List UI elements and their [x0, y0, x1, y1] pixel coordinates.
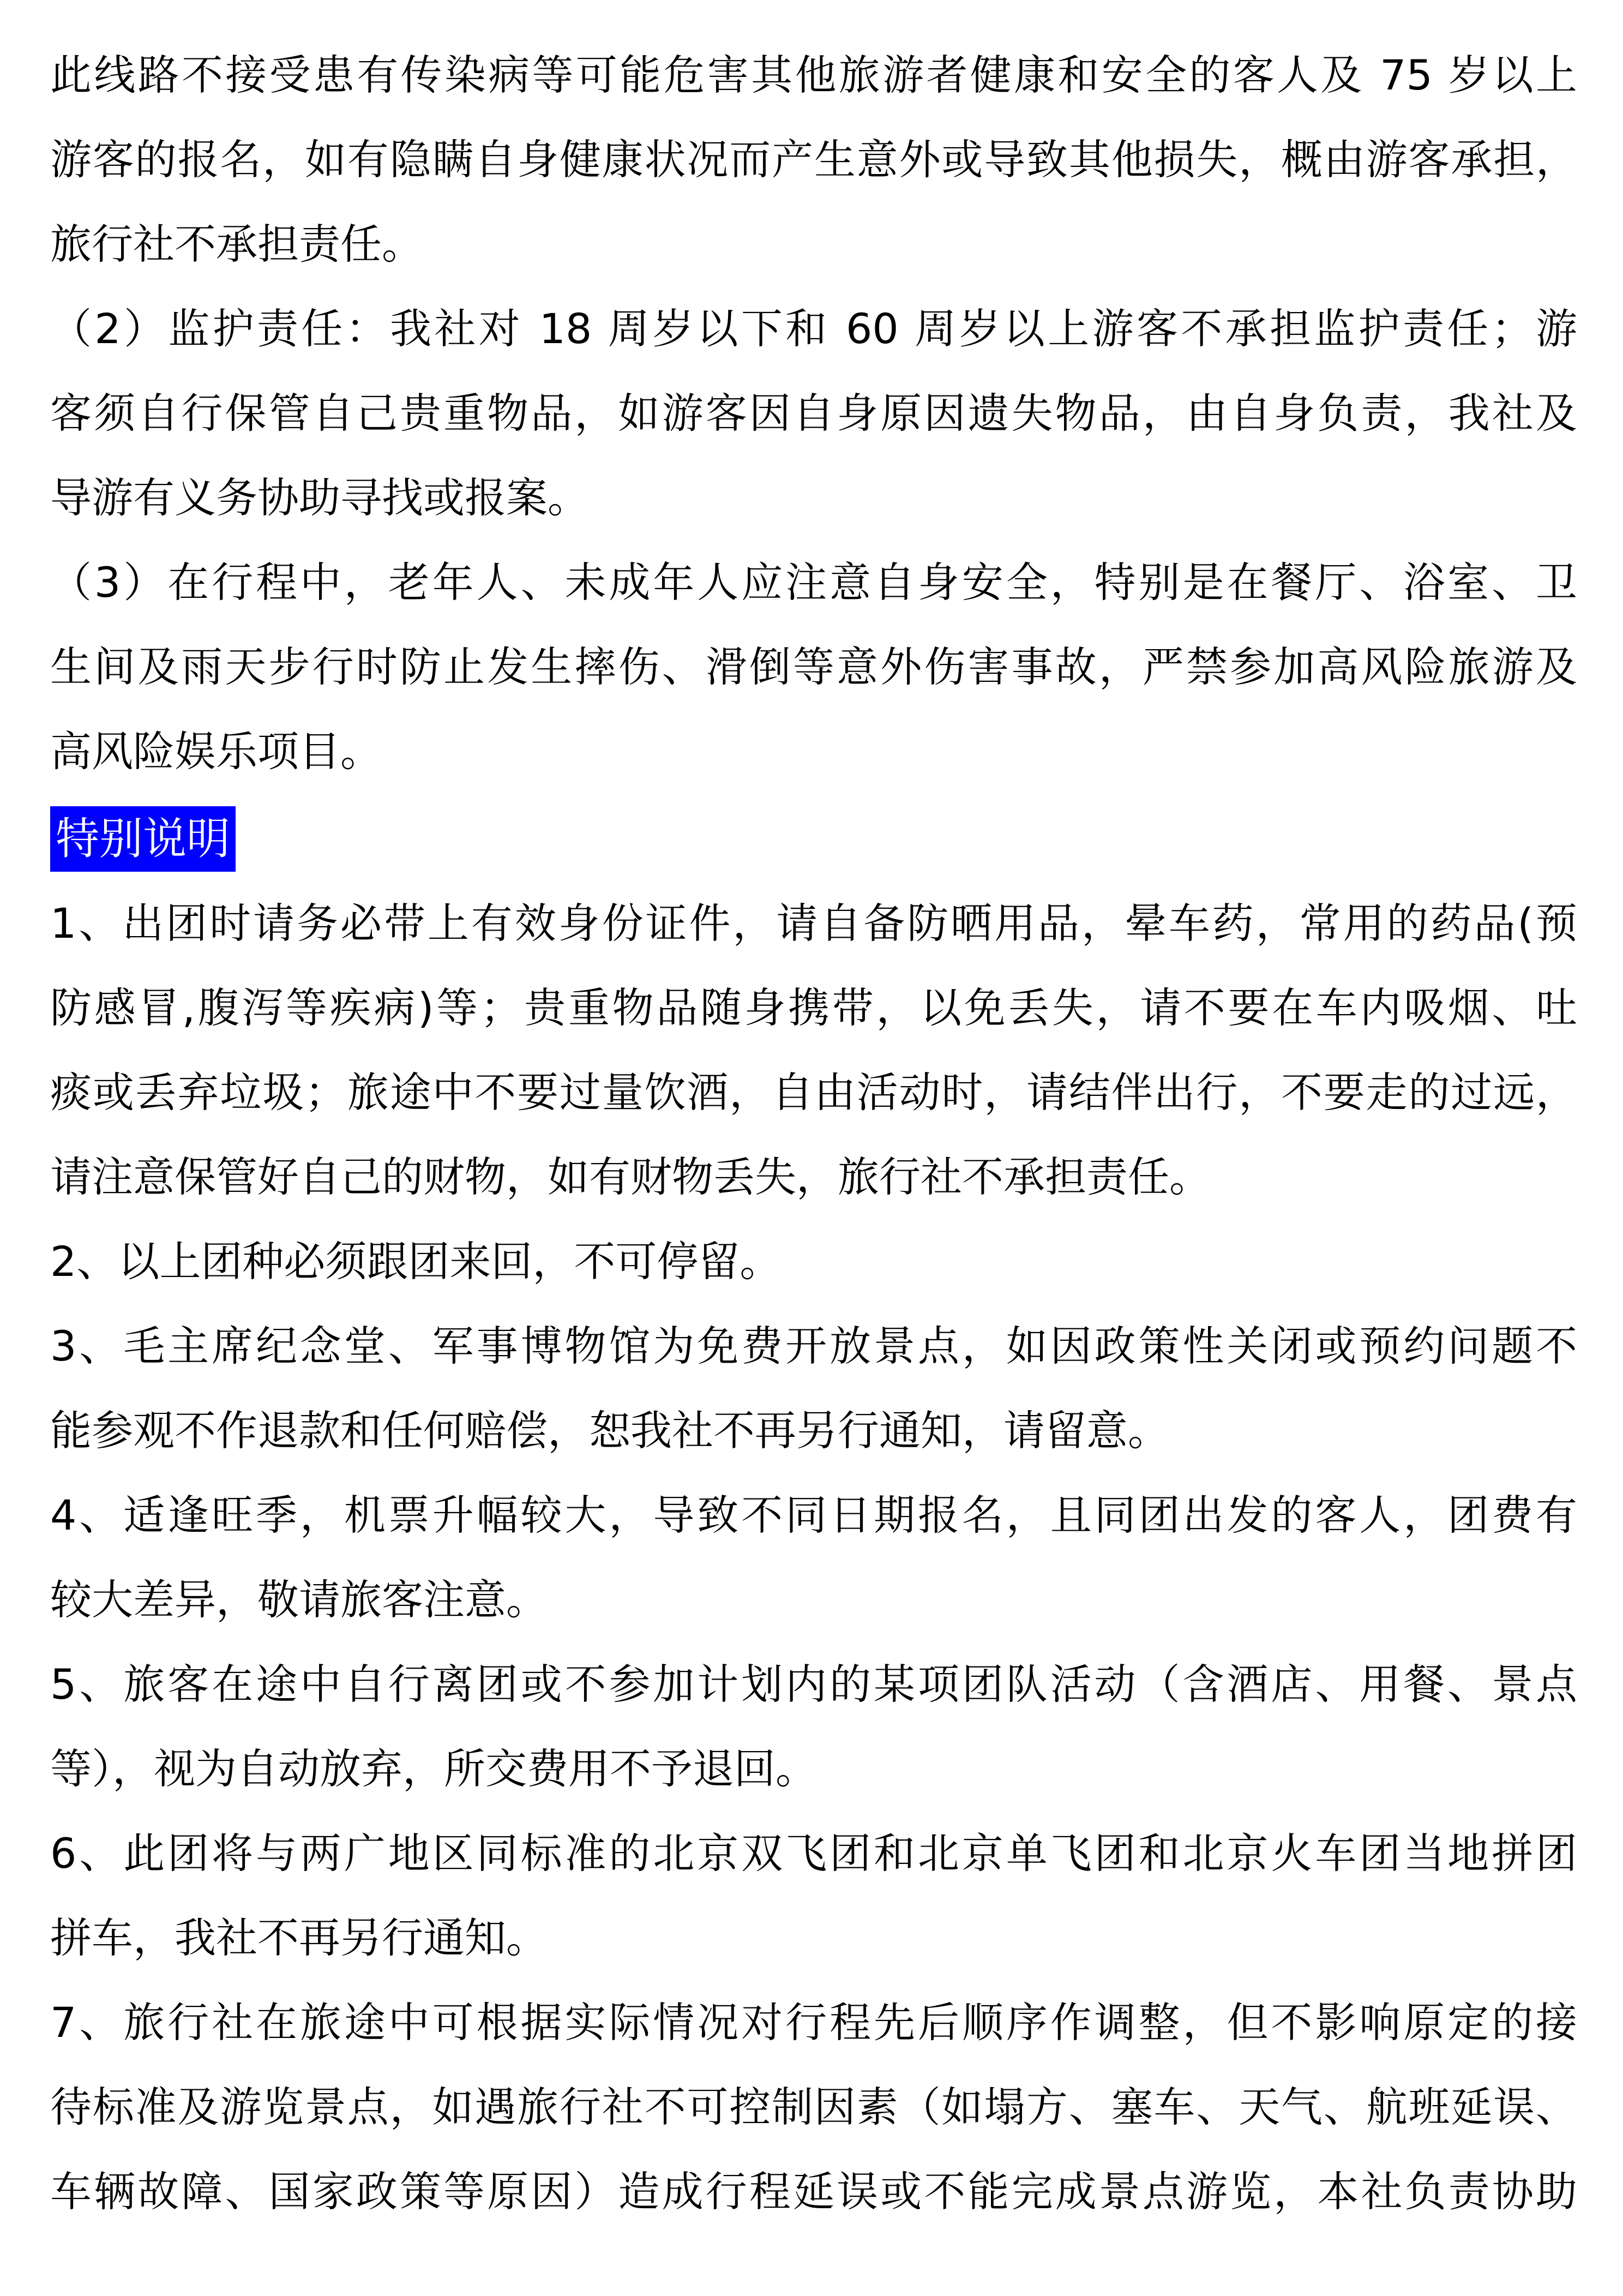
text-line: 拼车，我社不再另行通知。 [50, 1914, 548, 1962]
text-line: 导游有义务协助寻找或报案。 [50, 473, 589, 522]
text-line: 此线路不接受患有传染病等可能危害其他旅游者健康和安全的客人及 75 岁以上 [50, 51, 1577, 99]
text-line: 旅行社不承担责任。 [50, 220, 423, 268]
text-line: 防感冒,腹泻等疾病)等；贵重物品随身携带，以免丢失，请不要在车内吸烟、吐 [50, 984, 1577, 1032]
text-line: 3、毛主席纪念堂、军事博物馆为免费开放景点，如因政策性关闭或预约问题不 [50, 1322, 1577, 1370]
text-line: 待标准及游览景点，如遇旅行社不可控制因素（如塌方、塞车、天气、航班延误、 [50, 2083, 1577, 2131]
text-line: （2）监护责任：我社对 18 周岁以下和 60 周岁以上游客不承担监护责任；游 [50, 304, 1577, 353]
text-line: 请注意保管好自己的财物，如有财物丢失，旅行社不承担责任。 [50, 1153, 1211, 1201]
text-line: 游客的报名，如有隐瞒自身健康状况而产生意外或导致其他损失，概由游客承担， [50, 135, 1577, 184]
text-line: 5、旅客在途中自行离团或不参加计划内的某项团队活动（含酒店、用餐、景点 [50, 1660, 1577, 1708]
text-line: 较大差异，敬请旅客注意。 [50, 1575, 548, 1624]
text-line: 1、出团时请务必带上有效身份证件，请自备防晒用品，晕车药，常用的药品(预 [50, 899, 1577, 948]
text-line: 4、适逢旺季，机票升幅较大，导致不同日期报名，且同团出发的客人，团费有 [50, 1491, 1577, 1539]
text-line: 高风险娱乐项目。 [50, 727, 382, 776]
text-line: （3）在行程中，老年人、未成年人应注意自身安全，特别是在餐厅、浴室、卫 [50, 558, 1577, 607]
section-heading: 特别说明 [50, 806, 236, 872]
text-line: 2、以上团种必须跟团来回，不可停留。 [50, 1237, 782, 1286]
text-line: 能参观不作退款和任何赔偿，恕我社不再另行通知，请留意。 [50, 1406, 1169, 1455]
text-line: 6、此团将与两广地区同标准的北京双飞团和北京单飞团和北京火车团当地拼团 [50, 1829, 1577, 1878]
text-line: 7、旅行社在旅途中可根据实际情况对行程先后顺序作调整，但不影响原定的接 [50, 1998, 1577, 2047]
text-line: 痰或丢弃垃圾；旅途中不要过量饮酒，自由活动时，请结伴出行，不要走的过远， [50, 1068, 1577, 1117]
text-line: 车辆故障、国家政策等原因）造成行程延误或不能完成景点游览，本社负责协助 [50, 2167, 1577, 2216]
text-line: 客须自行保管自己贵重物品，如游客因自身原因遗失物品，由自身负责，我社及 [50, 389, 1577, 437]
text-line: 生间及雨天步行时防止发生摔伤、滑倒等意外伤害事故，严禁参加高风险旅游及 [50, 643, 1577, 691]
text-line: 等），视为自动放弃，所交费用不予退回。 [50, 1745, 817, 1793]
